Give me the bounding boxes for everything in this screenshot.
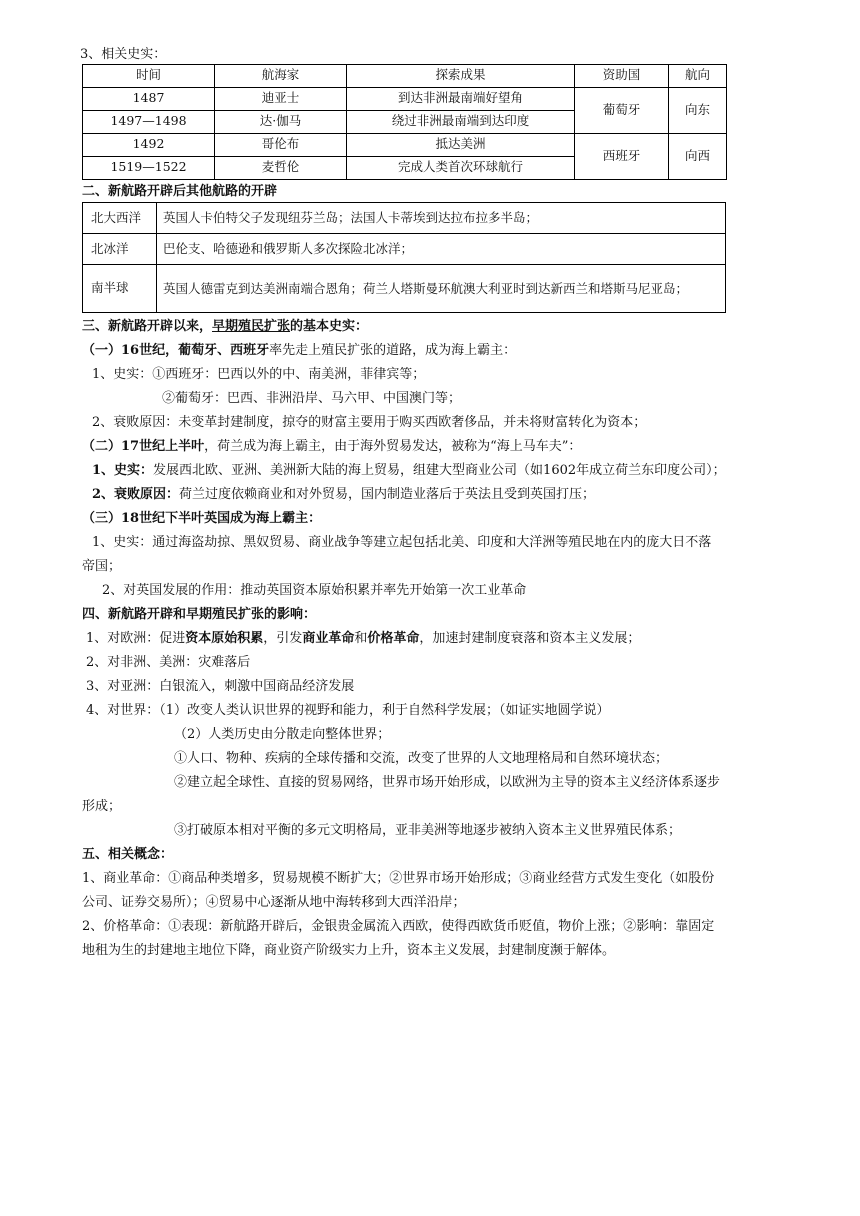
cell-direction: 向西 [669,133,727,179]
text: 荷兰过度依赖商业和对外贸易，国内制造业落后于英法且受到英国打压； [179,487,596,503]
header-sponsor: 资助国 [575,64,669,87]
header-result: 探索成果 [347,64,575,87]
facts-britain-1: 1、史实：通过海盗劫掠、黑奴贸易、商业战争等建立起包括北美、印度和大洋洲等殖民地在内的庞大日不落 [92,535,712,551]
table-header-row [83,64,727,87]
section-3-title [82,315,778,339]
cell-desc: 英国人德雷克到达美洲南端合恩角；荷兰人塔斯曼环航澳大利亚时到达新西兰和塔斯马尼亚岛； [157,265,726,313]
impact-world-1: 4、对世界：（1）改变人类认识世界的视野和能力，利于自然科学发展；（如证实地圆学说） [86,703,610,719]
title-part: 三、新航路开辟以来， [82,319,213,335]
cell-result: 到达非洲最南端好望角 [347,87,575,110]
header-direction: 航向 [669,64,727,87]
cell-sponsor: 葡萄牙 [575,87,669,133]
section-4 [82,603,778,843]
impact-world-5: 形成； [82,799,122,815]
title-part: 的基本史实： [290,319,369,335]
cell-time: 1487 [83,87,215,110]
subsection-2-heading: （二）17世纪上半叶 [82,439,205,455]
cell-navigator: 迪亚士 [215,87,347,110]
cell-navigator: 麦哲伦 [215,156,347,179]
other-routes-table [82,202,726,313]
text: 1、对欧洲：促进 [86,631,186,647]
concept-commercial-2: 公司、证券交易所）；④贸易中心逐渐从地中海转移到大西洋沿岸； [82,895,466,911]
table-row [83,234,726,265]
document-page [82,46,778,963]
cell-desc: 巴伦支、哈德逊和俄罗斯人多次探险北冰洋； [157,234,726,265]
impact-europe [82,627,778,651]
impact-world-4: ②建立起全球性、直接的贸易网络，世界市场开始形成，以欧洲为主导的资本主义经济体系逐步 [174,775,721,791]
bold-term: 价格革命 [367,631,420,647]
text: 发展西北欧、亚洲、美洲新大陆的海上贸易，组建大型商业公司（如1602年成立荷兰东印度公司）； [153,463,726,479]
bold-term: 商业革命 [302,631,355,647]
section-4-title: 四、新航路开辟和早期殖民扩张的影响： [82,607,317,623]
cell-region: 北大西洋 [83,203,157,234]
subsection-2 [82,435,778,459]
impact-asia: 3、对亚洲：白银流入，刺激中国商品经济发展 [86,679,355,695]
table-row [83,265,726,313]
cell-time: 1519—1522 [83,156,215,179]
subsection-1 [82,339,778,363]
text: ，加速封建制度衰落和资本主义发展； [419,631,641,647]
table-row [83,203,726,234]
facts-spain: 1、史实：①西班牙：巴西以外的中、南美洲，菲律宾等； [92,367,426,383]
cell-direction: 向东 [669,87,727,133]
bold-term: 资本原始积累 [185,631,264,647]
cell-result: 绕过非洲最南端到达印度 [347,110,575,133]
impact-world-2: （2）人类历史由分散走向整体世界； [174,727,391,743]
facts-netherlands [82,459,778,483]
header-time: 时间 [83,64,215,87]
cell-result: 完成人类首次环球航行 [347,156,575,179]
text: ，引发 [263,631,303,647]
concept-price-2: 地租为生的封建地主地位下降，商业资产阶级实力上升，资本主义发展，封建制度濒于解体。 [82,943,616,959]
label: 2、衰败原因： [92,487,180,503]
section-2-title: 二、新航路开辟后其他航路的开辟 [82,183,278,199]
cell-time: 1492 [83,133,215,156]
subsection-1-text: 率先走上殖民扩张的道路，成为海上霸主： [269,343,517,359]
cell-time: 1497—1498 [83,110,215,133]
subsection-3-heading: （三）18世纪下半叶英国成为海上霸主： [82,511,322,527]
decline-reason-2 [82,483,778,507]
subsection-1-heading: （一）16世纪，葡萄牙、西班牙 [82,343,270,359]
facts-portugal: ②葡萄牙：巴西、非洲沿岸、马六甲、中国澳门等； [162,391,462,407]
table-row [83,133,727,156]
impact-world-3: ①人口、物种、疾病的全球传播和交流，改变了世界的人文地理格局和自然环境状态； [174,751,669,767]
cell-sponsor: 西班牙 [575,133,669,179]
section-5-title: 五、相关概念： [82,847,174,863]
label: 1、史实： [92,463,154,479]
cell-region: 南半球 [83,265,157,313]
concept-commercial-1: 1、商业革命：①商品种类增多，贸易规模不断扩大；②世界市场开始形成；③商业经营方式发生变化（如股份 [82,871,715,887]
cell-region: 北冰洋 [83,234,157,265]
heading-related-facts: 3、相关史实： [80,47,167,62]
cell-navigator: 达·伽马 [215,110,347,133]
cell-navigator: 哥伦布 [215,133,347,156]
concept-price-1: 2、价格革命：①表现：新航路开辟后，金银贵金属流入西欧，使得西欧货币贬值，物价上涨；②影响：靠固定 [82,919,715,935]
facts-britain-2: 帝国； [82,559,122,575]
impact-world-6: ③打破原本相对平衡的多元文明格局，亚非美洲等地逐步被纳入资本主义世界殖民体系； [174,823,682,839]
cell-desc: 英国人卡伯特父子发现纽芬兰岛；法国人卡蒂埃到达拉布拉多半岛； [157,203,726,234]
text: 和 [354,631,368,647]
voyages-table [82,64,727,180]
effect-britain: 2、对英国发展的作用：推动英国资本原始积累并率先开始第一次工业革命 [102,583,527,599]
header-navigator: 航海家 [215,64,347,87]
table-row [83,87,727,110]
decline-reason-1: 2、衰败原因：未变革封建制度，掠夺的财富主要用于购买西欧奢侈品，并未将财富转化为资本； [92,415,647,431]
impact-africa-america: 2、对非洲、美洲：灾难落后 [86,655,251,671]
cell-result: 抵达美洲 [347,133,575,156]
section-5 [82,843,778,963]
section-3 [82,315,778,603]
title-underlined: 早期殖民扩张 [212,319,291,335]
subsection-2-text: ，荷兰成为海上霸主，由于海外贸易发达，被称为“海上马车夫”： [204,439,582,455]
